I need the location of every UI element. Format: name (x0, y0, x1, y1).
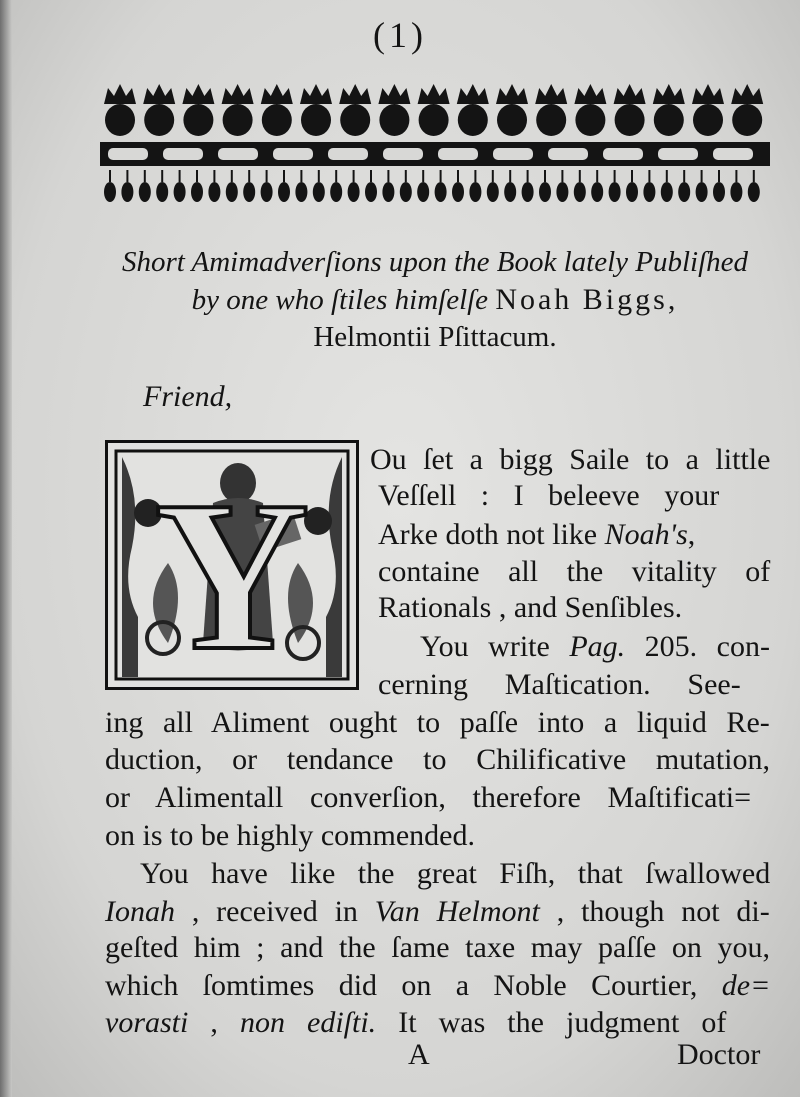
acorn-icon (556, 182, 568, 202)
drop-cap-letter: Y (154, 456, 310, 687)
crown-icon (143, 84, 175, 136)
roman-text: or Alimentall converſion, therefore Maſtificati= (105, 781, 752, 814)
body-line (105, 930, 770, 966)
acorn-icon (626, 182, 638, 202)
roman-text: 205. con- (625, 630, 770, 663)
acorn-icon (713, 182, 725, 202)
heading-line-3: Helmontii Pſittacum. (313, 321, 557, 353)
acorn-icon (487, 182, 499, 202)
body-line (105, 968, 770, 1004)
acorn-icon (174, 182, 186, 202)
roman-text: Rationals , and Senſibles. (378, 591, 683, 624)
body-line (105, 1005, 726, 1041)
acorn-icon (678, 182, 690, 202)
body-line (378, 517, 695, 553)
italic-text: Ionah (105, 895, 175, 928)
body-line (378, 478, 719, 514)
roman-text: , (687, 518, 696, 551)
acorn-icon (417, 182, 429, 202)
acorn-icon (661, 182, 673, 202)
italic-text: Noah's (604, 518, 688, 551)
roman-text: ing all Aliment ought to paſſe into a liquid Re- (105, 706, 770, 739)
heading (95, 244, 775, 356)
signature-mark: A (408, 1038, 430, 1071)
body-line (105, 894, 770, 930)
crown-icon (339, 84, 371, 136)
crown-icon (261, 84, 293, 136)
acorn-icon (278, 182, 290, 202)
heading-line-1: Short Amimadverſions upon the Book lately Publiſhed (121, 246, 749, 278)
acorn-icon (156, 182, 168, 202)
italic-text: Van Helmont (374, 895, 540, 928)
italic-text: de= (721, 969, 771, 1002)
roman-text: Ou ſet a bigg Saile to a little (370, 443, 771, 476)
crown-icon (692, 84, 724, 136)
acorn-icon (748, 182, 760, 202)
crown-icon (222, 84, 254, 136)
crown-icon (104, 84, 136, 136)
body-line (105, 780, 751, 816)
roman-text: geſted him ; and the ſame taxe may paſſe on you, (105, 931, 770, 964)
acorn-icon (504, 182, 516, 202)
historiated-initial-saint-with-book-icon (105, 440, 359, 690)
body-line (105, 705, 770, 741)
crown-icon (496, 84, 528, 136)
crown-icon (535, 84, 567, 136)
body-line (140, 856, 770, 892)
acorn-icon (261, 182, 273, 202)
acorn-icon (400, 182, 412, 202)
author-name: Noah Biggs, (495, 283, 679, 316)
roman-text: which ſomtimes did on a Noble Courtier, (105, 969, 722, 1002)
acorn-icon (435, 182, 447, 202)
acorn-icon (313, 182, 325, 202)
body-line (105, 742, 770, 778)
page-gutter-shadow (0, 0, 12, 1097)
roman-text: duction, or tendance to Chilificative mutation, (105, 743, 771, 776)
acorn-icon (243, 182, 255, 202)
acorn-icon (643, 182, 655, 202)
roman-text: You write (420, 630, 570, 663)
acorn-icon (226, 182, 238, 202)
acorn-icon (591, 182, 603, 202)
body-line (105, 818, 475, 854)
crown-icon (182, 84, 214, 136)
body-line (378, 554, 770, 590)
crown-icon (574, 84, 606, 136)
roman-text: , (188, 1006, 240, 1039)
roman-text: containe all the vitality of (378, 555, 771, 588)
body-line (378, 590, 682, 626)
acorn-icon (609, 182, 621, 202)
crown-icon (300, 84, 332, 136)
italic-text: non ediſti. (239, 1006, 377, 1039)
acorn-icon (696, 182, 708, 202)
roman-text: , received in (175, 895, 375, 928)
italic-text: Pag. (569, 630, 626, 663)
crown-icon (378, 84, 410, 136)
crown-icon (418, 84, 450, 136)
roman-text: , though not di- (539, 895, 770, 928)
crown-icon (614, 84, 646, 136)
roman-text: Arke doth not like (378, 518, 605, 551)
crown-icon (731, 84, 763, 136)
crown-thistle-fleuron-band-icon (100, 82, 770, 210)
acorn-icon (191, 182, 203, 202)
roman-text: on is to be highly commended. (105, 819, 475, 852)
acorn-icon (104, 182, 116, 202)
acorn-icon (382, 182, 394, 202)
acorn-icon (121, 182, 133, 202)
acorn-icon (365, 182, 377, 202)
crown-icon (457, 84, 489, 136)
acorn-icon (295, 182, 307, 202)
roman-text: cerning Maſtication. See- (378, 668, 741, 701)
heading-line-2: by one who ſtiles himſelſe (191, 284, 489, 316)
acorn-icon (452, 182, 464, 202)
italic-text: vorasti (105, 1006, 189, 1039)
acorn-icon (330, 182, 342, 202)
roman-text: You have like the great Fiſh, that ſwallowed (140, 857, 771, 890)
crown-icon (653, 84, 685, 136)
acorn-icon (730, 182, 742, 202)
acorn-icon (139, 182, 151, 202)
acorn-icon (348, 182, 360, 202)
acorn-icon (574, 182, 586, 202)
acorn-icon (469, 182, 481, 202)
salutation: Friend, (143, 380, 233, 413)
body-line (370, 442, 770, 478)
body-line (420, 629, 770, 665)
acorn-icon (539, 182, 551, 202)
page-number: (1) (373, 15, 427, 55)
roman-text: It was the judgment of (376, 1006, 727, 1039)
body-line (378, 667, 741, 703)
catchword: Doctor (677, 1038, 761, 1071)
acorn-icon (522, 182, 534, 202)
roman-text: Veſſell : I beleeve your (378, 479, 720, 512)
acorn-icon (208, 182, 220, 202)
